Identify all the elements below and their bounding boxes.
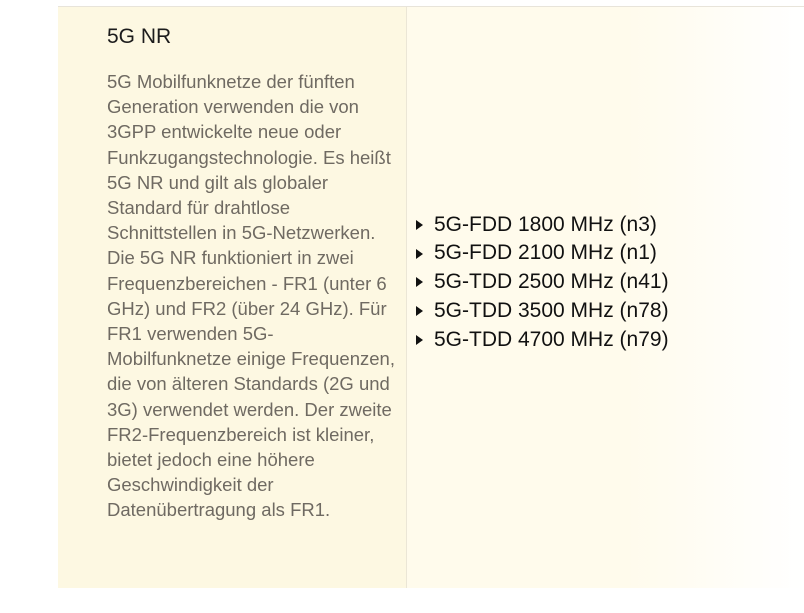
triangle-bullet-icon — [416, 277, 423, 287]
band-item — [416, 326, 669, 355]
band-label: 5G-TDD 3500 MHz (n78) — [434, 298, 669, 322]
band-label: 5G-TDD 4700 MHz (n79) — [434, 327, 669, 351]
band-label: 5G-FDD 1800 MHz (n3) — [434, 212, 657, 236]
frequency-table — [58, 0, 804, 588]
technology-description: 5G Mobilfunknetze der fünften Generation verwenden die von 3GPP entwickelte neue oder Funkzugangstechnologie. Es heißt 5G NR und gilt als globaler Standard für drahtlose Schnittstellen in 5G-Netzwerken. Die 5G NR funktioniert in zwei Frequenzbereichen - FR1 (unter 6 GHz) und FR2 (über 24 GHz). Für FR1 verwenden 5G-Mobilfunknetze einige Frequenzen, die von älteren Standards (2G und 3G) verwendet werden. Der zweite FR2-Frequenzbereich ist kleiner, bietet jedoch eine höhere Geschwindigkeit der Datenübertragung als FR1. — [107, 71, 395, 521]
band-item — [416, 239, 669, 268]
technology-cell — [58, 7, 407, 588]
triangle-bullet-icon — [416, 249, 423, 259]
bands-cell — [407, 7, 804, 588]
table-row-5g-nr — [58, 7, 804, 588]
technology-title: 5G NR — [107, 25, 172, 48]
band-item — [416, 211, 669, 240]
band-list — [416, 211, 669, 355]
band-label: 5G-TDD 2500 MHz (n41) — [434, 270, 669, 294]
triangle-bullet-icon — [416, 335, 423, 345]
band-item — [416, 297, 669, 326]
band-label: 5G-FDD 2100 MHz (n1) — [434, 241, 657, 265]
triangle-bullet-icon — [416, 306, 423, 316]
triangle-bullet-icon — [416, 220, 423, 230]
band-item — [416, 268, 669, 297]
